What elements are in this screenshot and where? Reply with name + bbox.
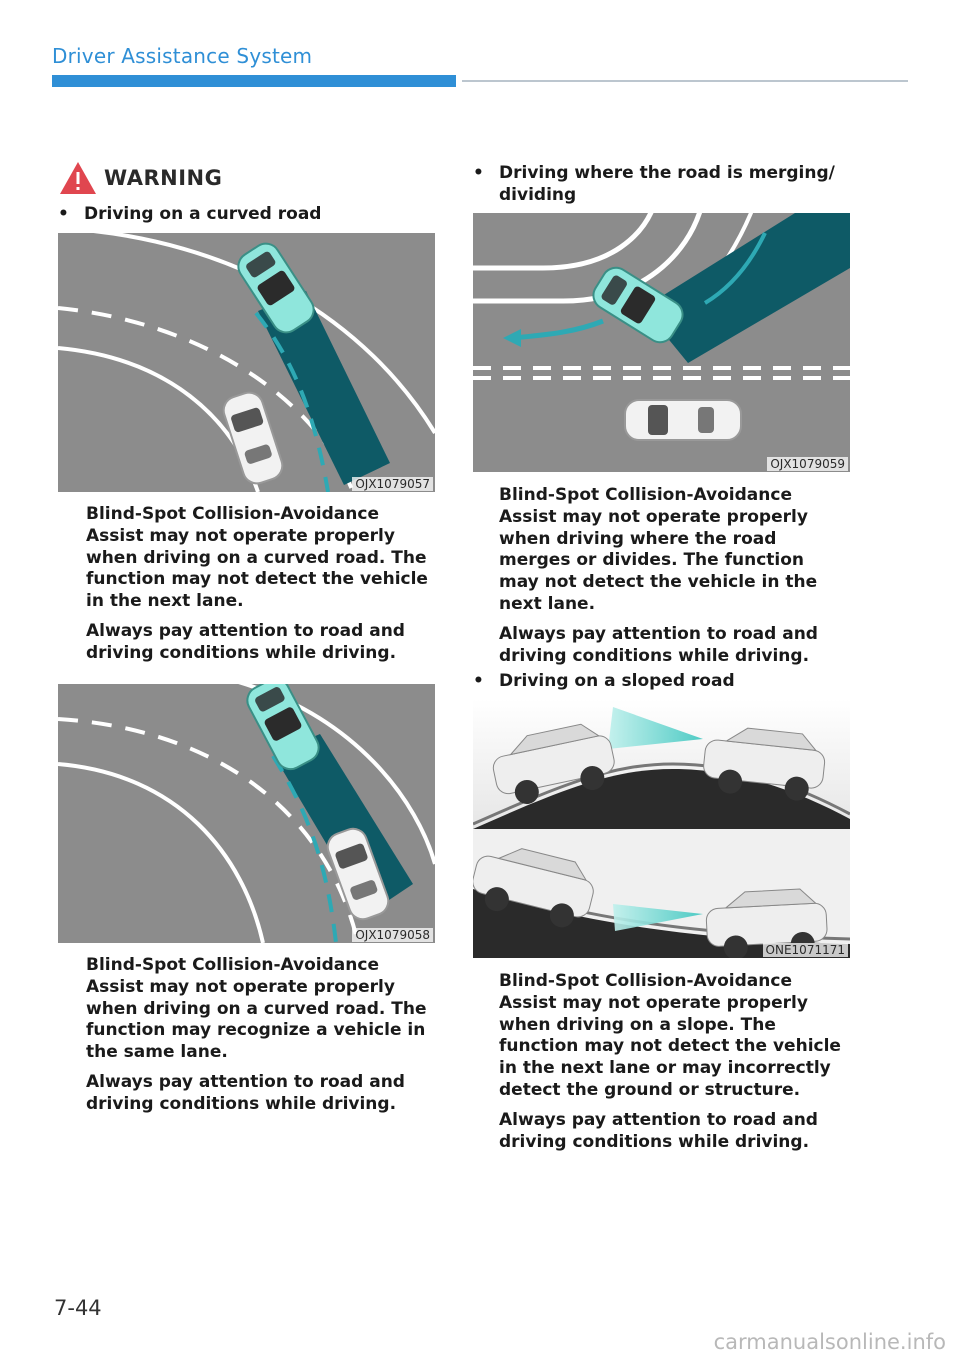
warning-triangle-icon <box>58 160 98 196</box>
curved-road-illustration-2 <box>58 684 435 943</box>
paragraph-text: Blind-Spot Collision-Avoidance Assist may not operate properly when driving on a curved road. The function may recognize a vehicle in the same lane. <box>86 955 427 1063</box>
figure-sloped-road <box>473 699 850 958</box>
section-title: Driver Assistance System <box>52 44 313 68</box>
figure-code: OJX1079057 <box>352 477 433 491</box>
paragraph-text: Always pay attention to road and driving conditions while driving. <box>499 623 818 666</box>
watermark-link[interactable]: carmanualsonline.info <box>713 1330 946 1354</box>
curved-road-illustration-1 <box>58 233 435 492</box>
paragraph-sloped-road <box>499 971 855 1161</box>
figure-code: OJX1079058 <box>352 928 433 942</box>
paragraph-curved-road-1 <box>86 504 431 673</box>
paragraph-text: Blind-Spot Collision-Avoidance Assist may not operate properly when driving on a slope. The function may not detect the vehicle in the next lane or may incorrectly detect the ground or structure. <box>499 971 841 1100</box>
paragraph-curved-road-2 <box>86 955 431 1124</box>
bullet-curved-road: • Driving on a curved road <box>58 204 322 224</box>
bullet-sloped-road: • Driving on a sloped road <box>473 671 735 691</box>
figure-curved-road-1 <box>58 233 435 492</box>
figure-code: OJX1079059 <box>767 457 848 471</box>
paragraph-merging-road <box>499 485 849 675</box>
warning-heading <box>58 160 222 196</box>
sloped-road-illustration <box>473 699 850 958</box>
figure-code: ONE1071171 <box>763 943 848 957</box>
paragraph-text: Always pay attention to road and driving conditions while driving. <box>499 1109 818 1152</box>
warning-label: WARNING <box>104 166 223 190</box>
figure-curved-road-2 <box>58 684 435 943</box>
page-number: 7-44 <box>54 1296 102 1320</box>
figure-merging-road <box>473 213 850 472</box>
paragraph-text: Always pay attention to road and driving conditions while driving. <box>86 1071 405 1114</box>
merging-road-illustration <box>473 213 850 472</box>
paragraph-text: Blind-Spot Collision-Avoidance Assist may not operate properly when driving where the road merges or divides. The function may not detect the vehicle in the next lane. <box>499 485 818 614</box>
paragraph-text: Always pay attention to road and driving conditions while driving. <box>86 620 405 663</box>
header-rule-accent <box>52 75 456 87</box>
paragraph-text: Blind-Spot Collision-Avoidance Assist may not operate properly when driving on a curved road. The function may not detect the vehicle in the next lane. <box>86 504 428 612</box>
header-rule <box>462 80 908 82</box>
bullet-merging-road: • Driving where the road is merging/ dividing <box>473 163 835 205</box>
